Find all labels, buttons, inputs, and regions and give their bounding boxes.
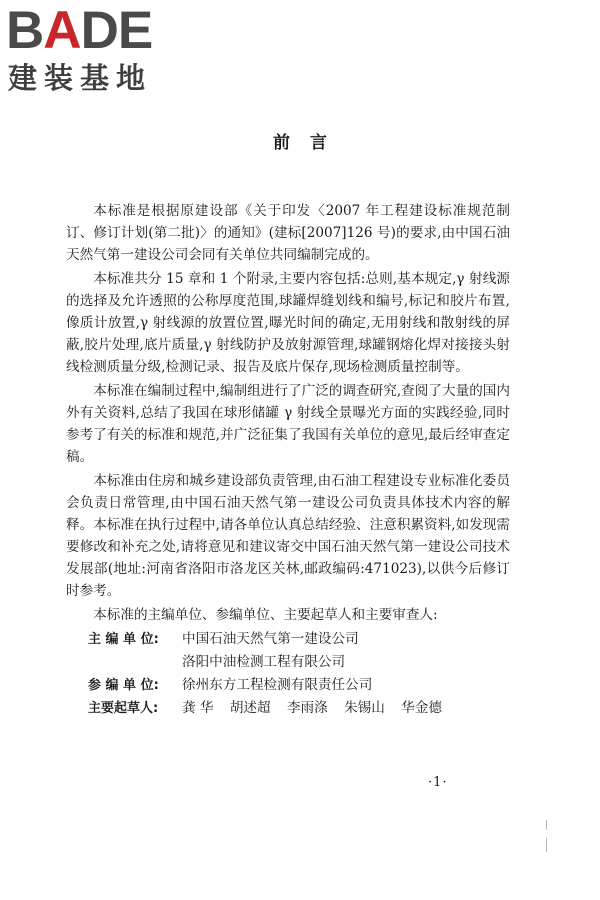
scan-artifact-line (546, 820, 547, 830)
units-list (66, 628, 510, 720)
chief-unit-name: 洛阳中油检测工程有限公司 (182, 654, 346, 670)
logo-wordmark (6, 1, 153, 60)
paragraph-units-intro: 本标准的主编单位、参编单位、主要起草人和主要审查人: (93, 607, 438, 623)
scan-artifact-line (546, 838, 547, 852)
participating-unit-row (66, 674, 510, 697)
paragraph-basis: 本标准是根据原建设部《关于印发〈2007 年工程建设标准规范制订、修订计划(第二批)〉的通知》(建标[2007]126 号)的要求,由中国石油天然气第一建设公司会同有关单位共同编制完成的。 (66, 203, 510, 263)
brand-logo (6, 1, 176, 96)
logo-subtitle: 建装基地 (8, 61, 153, 95)
drafter-name: 朱锡山 (344, 700, 385, 716)
logo-letter-b: B (6, 1, 44, 60)
chief-unit-row (66, 628, 510, 651)
logo-letters-de: DE (80, 1, 153, 60)
row-label-spacer (66, 651, 182, 674)
participating-unit-label: 参 编 单 位: (88, 678, 159, 693)
drafter-name: 华金德 (401, 700, 442, 716)
paragraph-process: 本标准在编制过程中,编制组进行了广泛的调查研究,查阅了大量的国内外有关资料,总结了我国在球形储罐 γ 射线全景曝光方面的实践经验,同时参考了有关的标准和规范,并广泛征集了我国有关单位的意见,最后经审查定稿。 (66, 383, 510, 465)
paragraph-contents: 本标准共分 15 章和 1 个附录,主要内容包括:总则,基本规定,γ 射线源的选择及允许透照的公称厚度范围,球罐焊缝划线和编号,标记和胶片布置,像质计放置,γ 射线源的放置位置,曝光时间的确定,无用射线和散射线的屏蔽,胶片处理,底片质量,γ 射线防护及放射源管理,球罐钢熔化焊对接接头射线检测质量分级,检测记录、报告及底片保存,现场检测质量控制等。 (66, 271, 510, 375)
paragraph-management: 本标准由住房和城乡建设部负责管理,由石油工程建设专业标准化委员会负责日常管理,由中国石油天然气第一建设公司负责具体技术内容的解释。本标准在执行过程中,请各单位认真总结经验、注意积累资料,如发现需要修改和补充之处,请将意见和建议寄交中国石油天然气第一建设公司技术发展部(地址:河南省洛阳市洛龙区关林,邮政编码:471023),以供今后修订时参考。 (66, 473, 510, 599)
page-title: 前言 (273, 133, 347, 153)
chief-unit-label: 主 编 单 位: (88, 632, 159, 647)
drafters-label: 主要起草人: (88, 701, 159, 716)
drafter-name: 胡述超 (229, 700, 271, 716)
chief-unit-name: 中国石油天然气第一建设公司 (182, 631, 359, 647)
chief-unit-row (66, 651, 510, 674)
drafter-name: 龚 华 (182, 700, 214, 716)
participating-unit-name: 徐州东方工程检测有限责任公司 (182, 677, 373, 693)
drafters-row (66, 697, 510, 720)
drafters-names (182, 697, 454, 720)
logo-letter-a: A (43, 1, 81, 60)
preface-body (66, 200, 510, 720)
page-number: ·1· (428, 775, 448, 790)
drafter-name: 李雨涤 (286, 700, 328, 716)
